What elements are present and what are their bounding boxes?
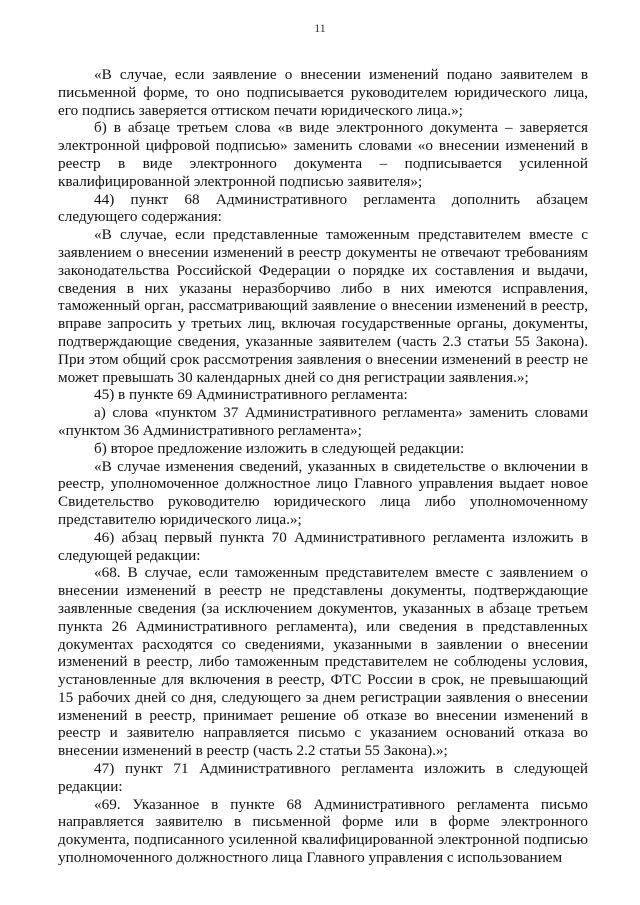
paragraph: 44) пункт 68 Административного регламента дополнить абзацем следующего содержания: (58, 190, 588, 226)
paragraph: «В случае, если заявление о внесении изменений подано заявителем в письменной форме, то оно подписывается руководителем юридического лица, его подпись заверяется оттиском печати юридического лица.»; (58, 66, 588, 119)
paragraph: «69. Указанное в пункте 68 Административного регламента письмо направляется заявителю в письменной форме или в форме электронного документа, подписанного усиленной квалифицированной электронной подписью уполномоченного должностного лица Главного управления с использованием (58, 795, 588, 867)
paragraph: 46) абзац первый пункта 70 Административного регламента изложить в следующей редакции: (58, 528, 588, 564)
paragraph: «В случае изменения сведений, указанных в свидетельстве о включении в реестр, уполномоченное должностное лицо Главного управления выдает новое Свидетельство руководителю юридического лица либо уполномоченному представителю юридического лица.»; (58, 457, 588, 528)
paragraph: «В случае, если представленные таможенным представителем вместе с заявлением о внесении изменений в реестр документы не отвечают требованиям законодательства Российской Федерации о порядке их составления и выдачи, сведения в них указаны неразборчиво либо в них имеются исправления, таможенный орган, рассматривающий заявление о внесении изменений в реестр, вправе запросить у третьих лиц, включая государственные органы, документы, подтверждающие сведения, указанные заявителем (часть 2.3 статьи 55 Закона). При этом общий срок рассмотрения заявления о внесении изменений в реестр не может превышать 30 календарных дней со дня регистрации заявления.»; (58, 226, 588, 386)
paragraph: 45) в пункте 69 Административного регламента: (94, 386, 408, 404)
paragraph: 47) пункт 71 Административного регламента изложить в следующей редакции: (58, 760, 588, 795)
paragraph: а) слова «пунктом 37 Административного регламента» заменить словами «пунктом 36 Административного регламента»; (58, 404, 588, 439)
paragraph: б) второе предложение изложить в следующей редакции: (94, 439, 465, 457)
paragraph: б) в абзаце третьем слова «в виде электронного документа – заверяется электронной цифровой подписью» заменить словами «о внесении изменений в реестр в виде электронного документа – подписывается усиленной квалифицированной электронной подписью заявителя»; (58, 119, 588, 190)
paragraph: «68. В случае, если таможенным представителем вместе с заявлением о внесении изменений в реестр не представлены документы, подтверждающие заявленные сведения (за исключением документов, указанных в абзаце третьем пункта 26 Административного регламента), или сведения в представленных документах расходятся со сведениями, указанными в заявлении о внесении изменений в реестр, либо таможенным представителем не соблюдены условия, установленные для включения в реестр, ФТС России в срок, не превышающий 15 рабочих дней со дня, следующего за днем регистрации заявления о внесении изменений в реестр, принимает решение об отказе во внесении изменений в реестр и заявителю направляется письмо с указанием оснований отказа во внесении изменений в реестр (часть 2.2 статьи 55 Закона).»; (58, 564, 588, 760)
document-body (58, 66, 588, 867)
page-number: 11 (314, 21, 326, 35)
